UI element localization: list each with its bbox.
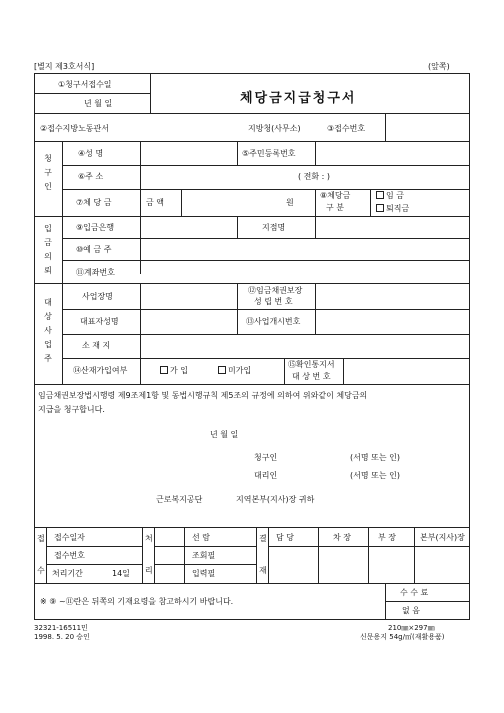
period-cell: 처리기간 — [52, 569, 83, 578]
paper-size: 210㎜×297㎜ — [388, 624, 435, 632]
biz-name-label: 사업장명 — [82, 292, 113, 301]
form-code: 32321-16511민 — [34, 624, 88, 632]
approval-staff: 담 당 — [276, 533, 294, 542]
receipt-no-label: ③접수번호 — [327, 124, 366, 133]
rrn-field[interactable] — [316, 142, 469, 164]
agent-sign-hint: (서명 또는 인) — [350, 471, 400, 480]
kind-label-2: 구 분 — [326, 203, 344, 212]
opt-retirement[interactable]: 퇴직금 — [376, 204, 409, 214]
won-unit: 원 — [286, 198, 294, 207]
amount-sub-label: 금 액 — [146, 198, 164, 207]
cheo-label-2: 리 — [145, 566, 153, 575]
page-side-label: (앞쪽) — [428, 62, 450, 71]
statement-line-1: 임금채권보장법시행령 제9조제1항 및 동법시행규칙 제5조의 규정에 의하여 위와같이 체당금의 — [38, 391, 368, 400]
start-label: ⑬사업개시번호 — [246, 317, 301, 326]
section-deposit: 입금의뢰 — [44, 224, 52, 275]
statement-date: 년 월 일 — [210, 430, 239, 439]
ins-no-label-2: 성 립 번 호 — [254, 297, 293, 306]
receipt-date-cell: 접수일자 — [54, 533, 85, 542]
gyeol-label-1: 결 — [259, 534, 267, 543]
office-suffix: 지방청(사무소) — [248, 124, 301, 133]
holder-field[interactable] — [141, 239, 469, 259]
approval-date: 1998. 5. 20 승인 — [34, 633, 90, 641]
kind-label-1: ⑧체당금 — [320, 191, 351, 200]
opt-joined[interactable]: 가 입 — [160, 366, 188, 376]
approval-deputy: 차 장 — [333, 533, 351, 542]
form-title: 체당금지급청구서 — [240, 91, 357, 106]
account-field[interactable] — [141, 261, 469, 282]
jeop-label-2: 수 — [37, 566, 45, 575]
office-label: ②접수지방노동관서 — [40, 124, 109, 133]
address-field[interactable] — [141, 166, 291, 188]
claimant-sign-label: 청구인 — [254, 453, 278, 462]
rep-label: 대표자성명 — [80, 317, 119, 326]
confirm-label-1: ⑮확인통지서 — [288, 360, 335, 369]
form-number: [별지 제3호서식] — [34, 62, 95, 71]
ins-no-label-1: ⑫임금채권보장 — [248, 286, 303, 295]
receipt-date-ymd: 년 월 일 — [84, 99, 113, 108]
addressee-2: 지역본부(지사)장 귀하 — [236, 495, 315, 504]
input-cell: 입력필 — [192, 569, 216, 578]
inquiry-cell: 조회필 — [192, 551, 216, 560]
note: ※ ⑨ ~⑪란은 뒤쪽의 기재요령을 참고하시기 바랍니다. — [40, 597, 234, 606]
review-cell: 선 람 — [192, 533, 210, 542]
checkbox-icon — [218, 366, 226, 374]
fee-value: 없 음 — [402, 606, 420, 615]
amount-field[interactable] — [182, 190, 282, 215]
receipt-no-field[interactable] — [386, 114, 469, 140]
name-label: ④성 명 — [78, 149, 104, 158]
section-claimant: 청구인 — [44, 154, 52, 191]
receipt-no-cell: 접수번호 — [54, 551, 85, 560]
phone-label: ( 전화 : ) — [298, 172, 331, 181]
section-employer: 대상사업주 — [44, 298, 52, 363]
opt-not-joined[interactable]: 미가입 — [218, 366, 251, 376]
name-field[interactable] — [141, 142, 236, 164]
location-field[interactable] — [141, 335, 469, 357]
checkbox-icon — [160, 366, 168, 374]
agent-sign-label: 대리인 — [254, 471, 278, 480]
cheo-label-1: 처 — [145, 534, 153, 543]
receipt-date-label: ①청구서접수일 — [58, 80, 112, 89]
branch-field[interactable] — [316, 217, 469, 237]
account-label: ⑪계좌번호 — [76, 268, 115, 277]
fee-label: 수 수 료 — [400, 588, 429, 597]
period-value: 14일 — [112, 569, 130, 578]
paper-type: 신문용지 54g/㎡(재활용품) — [360, 633, 445, 641]
checkbox-icon — [376, 191, 384, 199]
addressee: 근로복지공단 — [156, 495, 203, 504]
rrn-label: ⑤주민등록번호 — [242, 149, 296, 158]
bank-label: ⑨입금은행 — [76, 223, 115, 232]
checkbox-icon — [376, 204, 384, 212]
ins-join-label: ⑭산재가입여부 — [73, 366, 128, 375]
gyeol-label-2: 재 — [259, 566, 267, 575]
approval-director: 본부(지사)장 — [420, 533, 465, 542]
address-label: ⑥주 소 — [78, 172, 104, 181]
location-label: 소 재 지 — [82, 341, 111, 350]
holder-label: ⑩예 금 주 — [76, 245, 112, 254]
confirm-label-2: 대 상 번 호 — [292, 372, 331, 381]
statement-line-2: 지급을 청구합니다. — [38, 405, 105, 414]
jeop-label-1: 접 — [37, 534, 45, 543]
amount-label: ⑦체 당 금 — [76, 198, 112, 207]
opt-wage[interactable]: 임 금 — [376, 191, 404, 201]
branch-label: 지점명 — [262, 223, 286, 232]
claimant-sign-hint: (서명 또는 인) — [350, 453, 400, 462]
approval-head: 부 장 — [378, 533, 396, 542]
bank-field[interactable] — [141, 217, 236, 237]
